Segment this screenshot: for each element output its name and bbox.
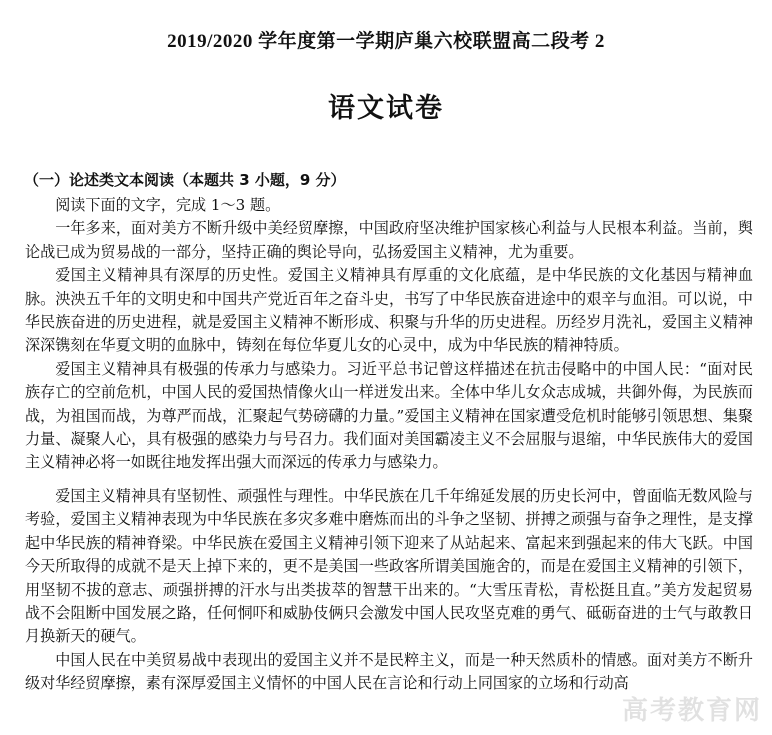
reading-passage <box>25 194 753 696</box>
exam-title: 2019/2020 学年度第一学期庐巢六校联盟高二段考 2 <box>167 31 605 52</box>
reading-instruction: 阅读下面的文字，完成 1～3 题。 <box>55 196 281 214</box>
passage-paragraph-3: 爱国主义精神具有极强的传承力与感染力。习近平总书记曾这样描述在抗击侵略中的中国人民：“面对民族存亡的空前危机，中国人民的爱国热情像火山一样迸发出来。全体中华儿女众志成城，共御外侮，为民族而战，为祖国而战，为尊严而战，汇聚起气势磅礴的力量。”爱国主义精神在国家遭受危机时能够引领思想、集聚力量、凝聚人心，具有极强的感染力与号召力。我们面对美国霸凌主义不会屈服与退缩，中华民族伟大的爱国主义精神必将一如既往地发挥出强大而深远的传承力与感染力。 <box>25 359 753 472</box>
section-heading: （一）论述类文本阅读（本题共 3 小题，9 分） <box>24 171 346 189</box>
passage-paragraph-2: 爱国主义精神具有深厚的历史性。爱国主义精神具有厚重的文化底蕴，是中华民族的文化基因与精神血脉。泱泱五千年的文明史和中国共产党近百年之奋斗史，书写了中华民族奋进途中的艰辛与血泪。可以说，中华民族奋进的历史进程，就是爱国主义精神不断形成、积聚与升华的历史进程。历经岁月洗礼，爱国主义精神深深镌刻在华夏文明的血脉中，铸刻在每位华夏儿女的心灵中，成为中华民族的精神特质。 <box>25 266 753 355</box>
watermark-logo: 高考教育网 <box>621 696 762 726</box>
paper-title: 语文试卷 <box>328 93 444 124</box>
passage-paragraph-1: 一年多来，面对美方不断升级中美经贸摩擦，中国政府坚决维护国家核心利益与人民根本利益。当前，舆论战已成为贸易战的一部分，坚持正确的舆论导向，弘扬爱国主义精神，尤为重要。 <box>25 219 753 261</box>
passage-paragraph-4: 爱国主义精神具有坚韧性、顽强性与理性。中华民族在几千年绵延发展的历史长河中，曾面临无数风险与考验，爱国主义精神表现为中华民族在多灾多难中磨炼而出的斗争之坚韧、拼搏之顽强与奋争之理性，是支撑起中华民族的精神脊梁。中华民族在爱国主义精神引领下迎来了从站起来、富起来到强起来的伟大飞跃。中国今天所取得的成就不是天上掉下来的，更不是美国一些政客所谓美国施舍的，而是在爱国主义精神的引领下，用坚韧不拔的意志、顽强拼搏的汗水与出类拔萃的智慧干出来的。“大雪压青松，青松挺且直。”美方发起贸易战不会阻断中国发展之路，任何恫吓和威胁伎俩只会激发中国人民攻坚克难的勇气、砥砺奋进的士气与敢教日月换新天的硬气。 <box>25 486 753 646</box>
passage-paragraph-5: 中国人民在中美贸易战中表现出的爱国主义并不是民粹主义，而是一种天然质朴的情感。面对美方不断升级对华经贸摩擦，素有深厚爱国主义情怀的中国人民在言论和行动上同国家的立场和行动高 <box>25 650 753 693</box>
